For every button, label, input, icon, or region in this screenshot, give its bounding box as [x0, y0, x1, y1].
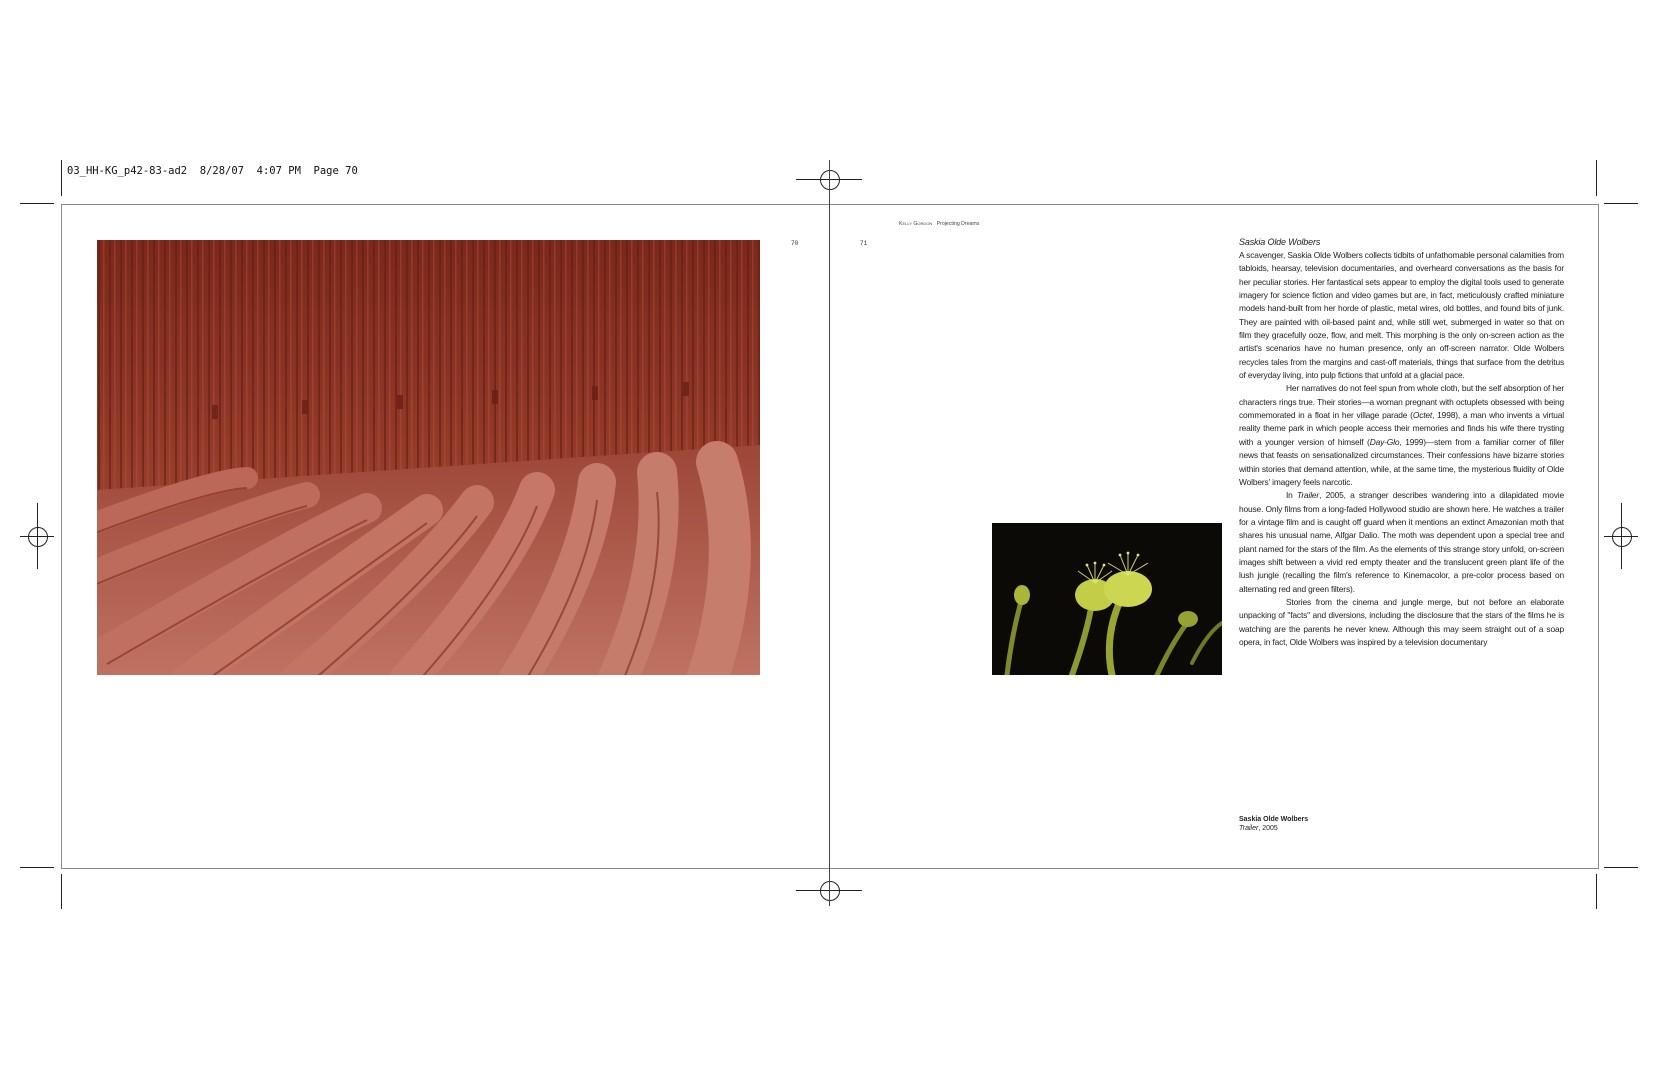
work-title-day-glo: Day-Glo — [1369, 436, 1400, 447]
registration-mark-right — [1604, 503, 1638, 569]
slug-line: 03_HH-KG_p42-83-ad2 8/28/07 4:07 PM Page 70 — [67, 165, 358, 177]
crop-mark — [1596, 874, 1597, 909]
running-head-title: Projecting Dreams — [936, 221, 980, 227]
running-head — [899, 221, 979, 227]
page-number-right: 71 — [860, 240, 868, 247]
crop-mark — [1604, 203, 1638, 204]
running-head-author: Kelly Gordon — [899, 221, 933, 227]
essay-paragraph-3 — [1239, 489, 1564, 596]
green-plant-photo — [992, 523, 1222, 675]
crop-mark — [61, 160, 62, 196]
essay-paragraph-2 — [1239, 382, 1564, 489]
paragraph-text: , 2005, a stranger describes wandering into a dilapidated movie house. Only films from a long-faded Hollywood studio are shown here. He watches a trailer for a vintage film and is caught off guard when it mentions an extinct Amazonian moth that shares his unusual name, Alfgar Dalio. The moth was dependent upon a special tree and plant named for the stars of the film. As the elements of this strange story unfold, on-screen images shift between a vivid red empty theater and the translucent green plant life of the lush jungle (recalling the film's reference to Kinemacolor, a pre-color process based on alternating red and green filters). — [1239, 490, 1564, 594]
crop-mark — [1596, 160, 1597, 196]
image-caption — [1239, 815, 1308, 833]
work-title-octet: Octet — [1412, 410, 1433, 421]
essay-paragraph-4: Stories from the cinema and jungle merge, but not before an elaborate unpacking of "facts" and diversions, including the disclosure that the stars of the films he is watching are the parents he never knew. Although this may seem straight out of a soap opera, in fact, Olde Wolbers was inspired by a television documentary — [1239, 596, 1564, 647]
crop-mark — [61, 874, 62, 909]
crop-mark — [1604, 867, 1638, 868]
paragraph-text: , 1999)—stem from a familiar corner of filler news that feasts on sensationalized circumstances. Their confessions have bizarre stories within stories that demand attention, while, at the same time, the mysterious fluidity of Olde Wolbers' imagery feels narcotic. — [1239, 436, 1565, 487]
essay-heading: Saskia Olde Wolbers — [1239, 237, 1321, 247]
essay-paragraph-1: A scavenger, Saskia Olde Wolbers collects tidbits of unfathomable personal calamities from tabloids, hearsay, television documentaries, and overheard conversations as the basis for her peculiar stories. Her fantastical sets appear to employ the digital tools used to generate imagery for science fiction and video games but are, in fact, meticulously crafted miniature models hand-built from her horde of plastic, metal wires, old bottles, and found bits of junk. They are painted with oil-based paint and, while still wet, submerged in water so that on film they gracefully ooze, flow, and melt. This morphing is the only on-screen action as the artist's scenarios have no human presence, only an off-screen narrator. Olde Wolbers recycles tales from the margins and cast-off materials, things that surface from the detritus of everyday living, into pulp fictions that unfold at a glacial pace. — [1239, 250, 1564, 381]
paragraph-text: Her narratives do not feel spun from whole cloth, but the self absorption of her characters rings true. Their stories—a woman pregnant with octuplets obsessed with being commemorated in a float in her village parade ( — [1239, 383, 1564, 421]
essay-text-block — [1239, 236, 1564, 649]
caption-work — [1239, 825, 1278, 832]
caption-work-title: Trailer — [1239, 825, 1259, 832]
theater-seating-photo — [97, 240, 760, 675]
crop-mark — [20, 203, 54, 204]
paragraph-text: , 1998), a man who invents a virtual reality theme park in which people access their memories and finds his wife there trysting with a younger version of himself ( — [1239, 410, 1565, 447]
caption-work-year: , 2005 — [1258, 825, 1278, 832]
paragraph-text: In — [1286, 490, 1298, 501]
page-number-left: 70 — [791, 240, 799, 247]
crop-mark — [20, 867, 54, 868]
spread-gutter — [829, 160, 830, 906]
caption-artist: Saskia Olde Wolbers — [1239, 816, 1309, 823]
registration-mark-left — [20, 503, 54, 569]
work-title-trailer: Trailer — [1297, 490, 1320, 501]
